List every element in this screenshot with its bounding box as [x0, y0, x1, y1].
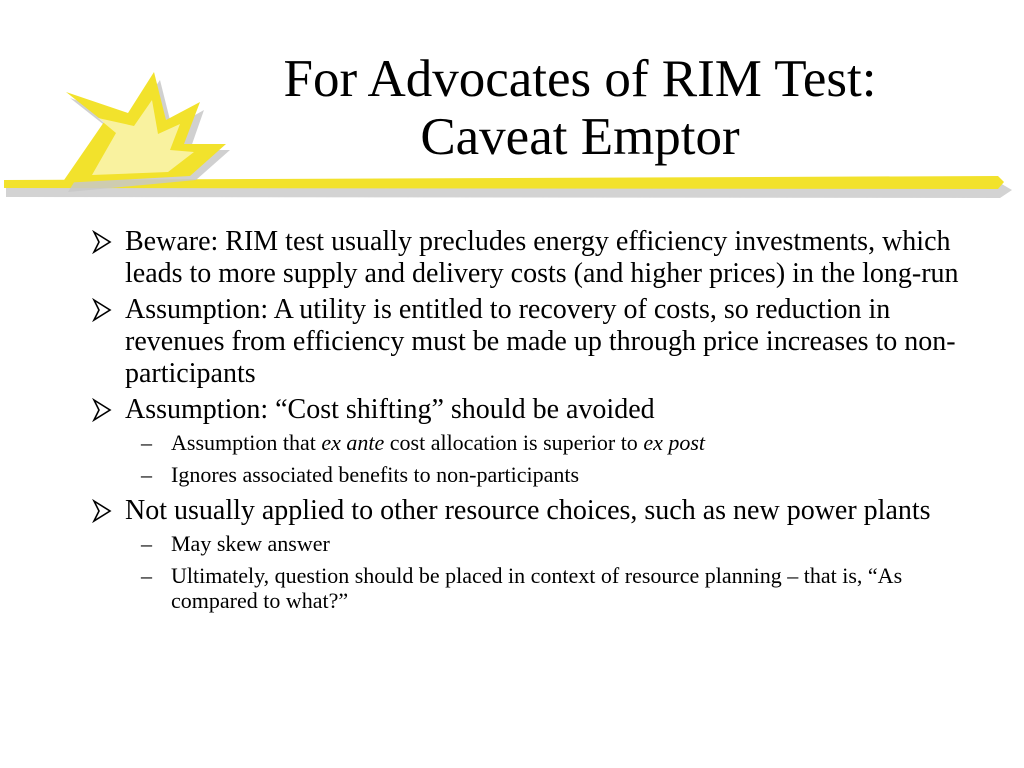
bullet-text: Not usually applied to other resource choices, such as new power plants: [125, 495, 931, 526]
sub-bullet-text-part: Assumption that: [171, 430, 322, 455]
sub-bullet-italic: ex post: [643, 430, 706, 455]
dash-bullet: –: [141, 462, 152, 487]
bullet-item: [92, 226, 972, 290]
dash-bullet: –: [141, 430, 152, 455]
bullet-item: [92, 394, 972, 487]
arrow-bullet-icon: [92, 499, 112, 523]
title-line-2: Caveat Emptor: [420, 108, 740, 166]
title-line-1: For Advocates of RIM Test:: [283, 50, 877, 108]
sub-bullet-list: [125, 430, 972, 487]
sub-bullet-item: [125, 531, 972, 556]
sub-bullet-item: [125, 430, 972, 455]
bullet-text: Assumption: “Cost shifting” should be avoided: [125, 394, 655, 425]
bullet-list: [92, 226, 972, 621]
slide-title: [200, 50, 960, 166]
arrow-bullet-icon: [92, 230, 112, 254]
sub-bullet-item: [125, 563, 972, 613]
sub-bullet-text: Ultimately, question should be placed in context of resource planning – that is, “As compared to what?”: [171, 563, 903, 613]
dash-bullet: –: [141, 563, 152, 588]
arrow-bullet-icon: [92, 298, 112, 322]
sub-bullet-list: [125, 531, 972, 613]
sub-bullet-item: [125, 462, 972, 487]
sub-bullet-italic: ex ante: [321, 430, 385, 455]
arrow-bullet-icon: [92, 398, 112, 422]
bullet-text: Assumption: A utility is entitled to recovery of costs, so reduction in revenues from efficiency must be made up through price increases to non-participants: [125, 294, 956, 389]
bullet-text: Beware: RIM test usually precludes energy efficiency investments, which leads to more supply and delivery costs (and higher prices) in the long-run: [125, 226, 959, 289]
sub-bullet-text: Ignores associated benefits to non-participants: [171, 462, 580, 487]
bullet-item: [92, 495, 972, 613]
sub-bullet-text: May skew answer: [171, 531, 330, 556]
bullet-item: [92, 294, 972, 390]
dash-bullet: –: [141, 531, 152, 556]
sub-bullet-text-part: cost allocation is superior to: [384, 430, 644, 455]
